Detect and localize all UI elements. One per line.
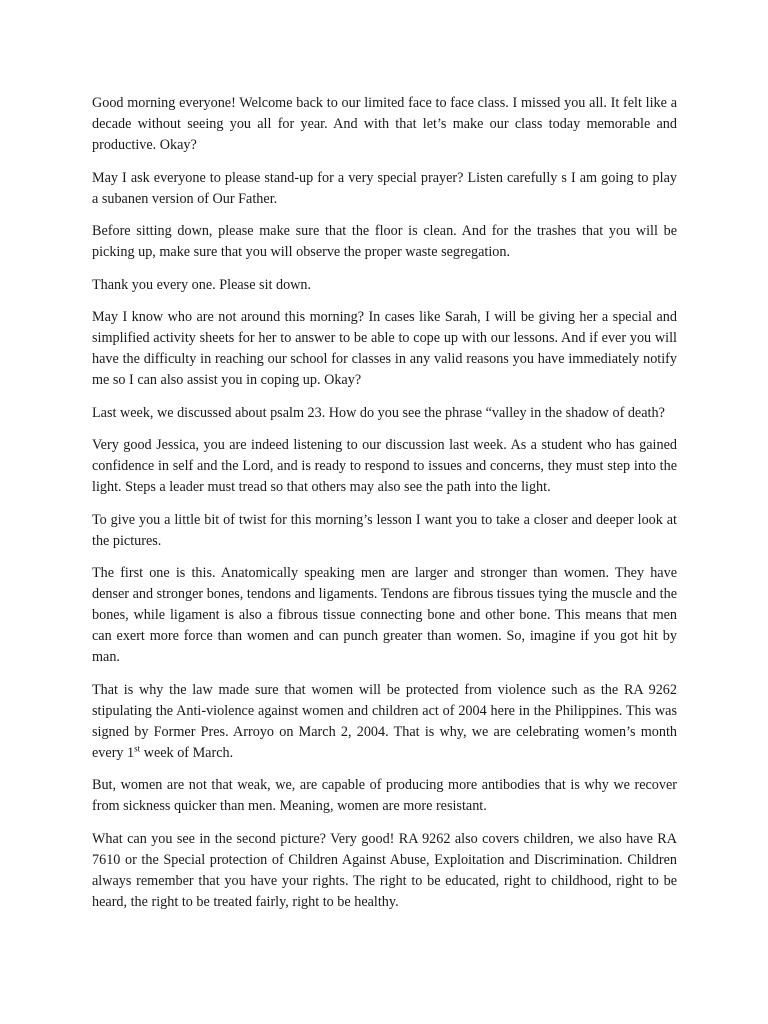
paragraph-twist: To give you a little bit of twist for this morning’s lesson I want you to take a closer and deeper look at the pictures.	[92, 511, 677, 549]
ra-9262-text: That is why the law made sure that women will be protected from violence such as the RA 9262 stipulating the Anti-violence against women and children act of 2004 here in the Philippines. This was signed by Former Pres. Arroyo on March 2, 2004. That is why, we are celebrating women’s month every 1	[92, 681, 677, 761]
paragraph-psalm: Last week, we discussed about psalm 23. How do you see the phrase “valley in the shadow of death?	[92, 404, 665, 421]
paragraph-attendance: May I know who are not around this morning? In cases like Sarah, I will be giving her a special and simplified activity sheets for her to answer to be able to cope up with our lessons. And if ever you will have the difficulty in reaching our school for classes in any valid reasons you have immediately notify me so I can also assist you in coping up. Okay?	[92, 309, 677, 388]
paragraph-floor-clean: Before sitting down, please make sure that the floor is clean. And for the trashes that you will be picking up, make sure that you will observe the proper waste segregation.	[92, 223, 677, 260]
paragraph-prayer: May I ask everyone to please stand-up for a very special prayer? Listen carefully s I am going to play a subanen version of Our Father.	[92, 169, 677, 207]
ordinal-superscript: st	[134, 742, 141, 753]
paragraph-second-picture: What can you see in the second picture? Very good! RA 9262 also covers children, we also have RA 7610 or the Special protection of Children Against Abuse, Exploitation and Discrimination. Children always remember that you have your rights. The right to be educated, right to childhood, right to be heard, the right to be treated fairly, right to be healthy.	[92, 830, 677, 910]
paragraph-first-picture: The first one is this. Anatomically speaking men are larger and stronger than women. They have denser and stronger bones, tendons and ligaments. Tendons are fibrous tissues tying the muscle and the bones, while ligament is also a fibrous tissue connecting bone and other bone. This means that men can exert more force than women and can punch greater than women. So, imagine if you got hit by man.	[92, 565, 677, 665]
ra-9262-text-end: week of March.	[140, 744, 234, 761]
paragraph-ra-9262	[92, 680, 677, 764]
paragraph-greeting: Good morning everyone! Welcome back to our limited face to face class. I missed you all. It felt like a decade without seeing you all for year. And with that let’s make our class today memorable and productive. Okay?	[92, 95, 677, 153]
paragraph-antibodies: But, women are not that weak, we, are capable of producing more antibodies that is why we recover from sickness quicker than men. Meaning, women are more resistant.	[92, 777, 677, 814]
paragraph-sit-down: Thank you every one. Please sit down.	[92, 276, 312, 293]
paragraph-jessica: Very good Jessica, you are indeed listening to our discussion last week. As a student who has gained confidence in self and the Lord, and is ready to respond to issues and concerns, they must step into the light. Steps a leader must tread so that others may also see the path into the light.	[92, 437, 677, 495]
